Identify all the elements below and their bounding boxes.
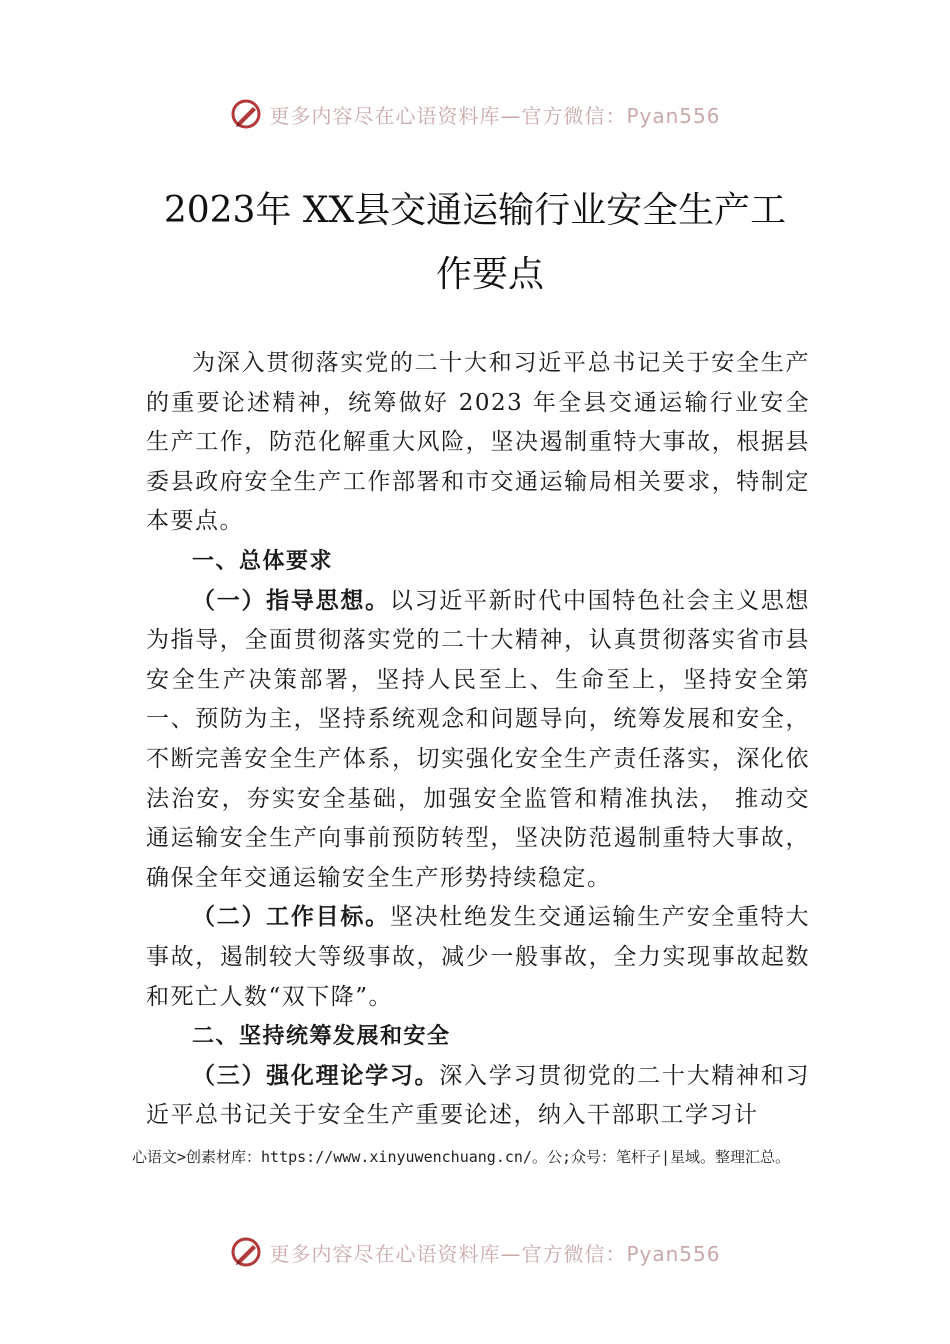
item-2-lead: （二）工作目标。 xyxy=(192,904,390,931)
item-1-lead: （一）指导思想。 xyxy=(192,587,390,614)
footer-source-note: 心语文>创素材库：https://www.xinyuwenchuang.cn/。公;众号：笔杆子|星域。整理汇总。 xyxy=(132,1148,791,1166)
item-1-text: 以习近平新时代中国特色社会主义思想为指导，全面贯彻落实党的二十大精神，认真贯彻落实省市县安全生产决策部署，坚持人民至上、生命至上，坚持安全第一、预防为主，坚持系统观念和问题导向，统筹发展和安全，不断完善安全生产体系，切实强化安全生产责任落实，深化依法治安，夯实安全基础，加强安全监管和精准执法， 推动交通运输安全生产向事前预防转型，坚决防范遏制重特大事故，确保全年交通运输安全生产形势持续稳定。 xyxy=(146,587,811,891)
title-line-1: 2023年 XX县交通运输行业安全生产工 xyxy=(163,190,787,231)
item-3-text: 深入学习贯彻党的二十大精神和习近平总书记关于安全生产重要论述，纳入干部职工学习计 xyxy=(146,1062,811,1129)
watermark-banner-top xyxy=(0,94,950,134)
pen-logo-icon xyxy=(229,97,263,131)
item-2-paragraph xyxy=(146,898,810,1017)
document-body xyxy=(146,344,810,1136)
item-1-paragraph xyxy=(146,582,810,899)
item-2-text: 坚决杜绝发生交通运输生产安全重特大事故，遏制较大等级事故，减少一般事故，全力实现事故起数和死亡人数“双下降”。 xyxy=(146,904,811,1010)
item-3-lead: （三）强化理论学习。 xyxy=(192,1062,440,1089)
intro-paragraph: 为深入贯彻落实党的二十大和习近平总书记关于安全生产的重要论述精神，统筹做好 2023 年全县交通运输行业安全生产工作，防范化解重大风险，坚决遏制重特大事故，根据县委县政府安全生产工作部署和市交通运输局相关要求，特制定本要点。 xyxy=(146,350,810,535)
watermark-banner-bottom xyxy=(0,1232,950,1272)
watermark-text: 更多内容尽在心语资料库—官方微信：Pyan556 xyxy=(269,103,721,128)
section-heading-2: 二、坚持统筹发展和安全 xyxy=(192,1024,451,1050)
title-line-2: 作要点 xyxy=(435,254,544,295)
item-3-paragraph xyxy=(146,1057,810,1136)
watermark-text: 更多内容尽在心语资料库—官方微信：Pyan556 xyxy=(269,1241,721,1266)
pen-logo-icon xyxy=(229,1235,263,1269)
section-heading-1: 一、总体要求 xyxy=(192,548,334,574)
